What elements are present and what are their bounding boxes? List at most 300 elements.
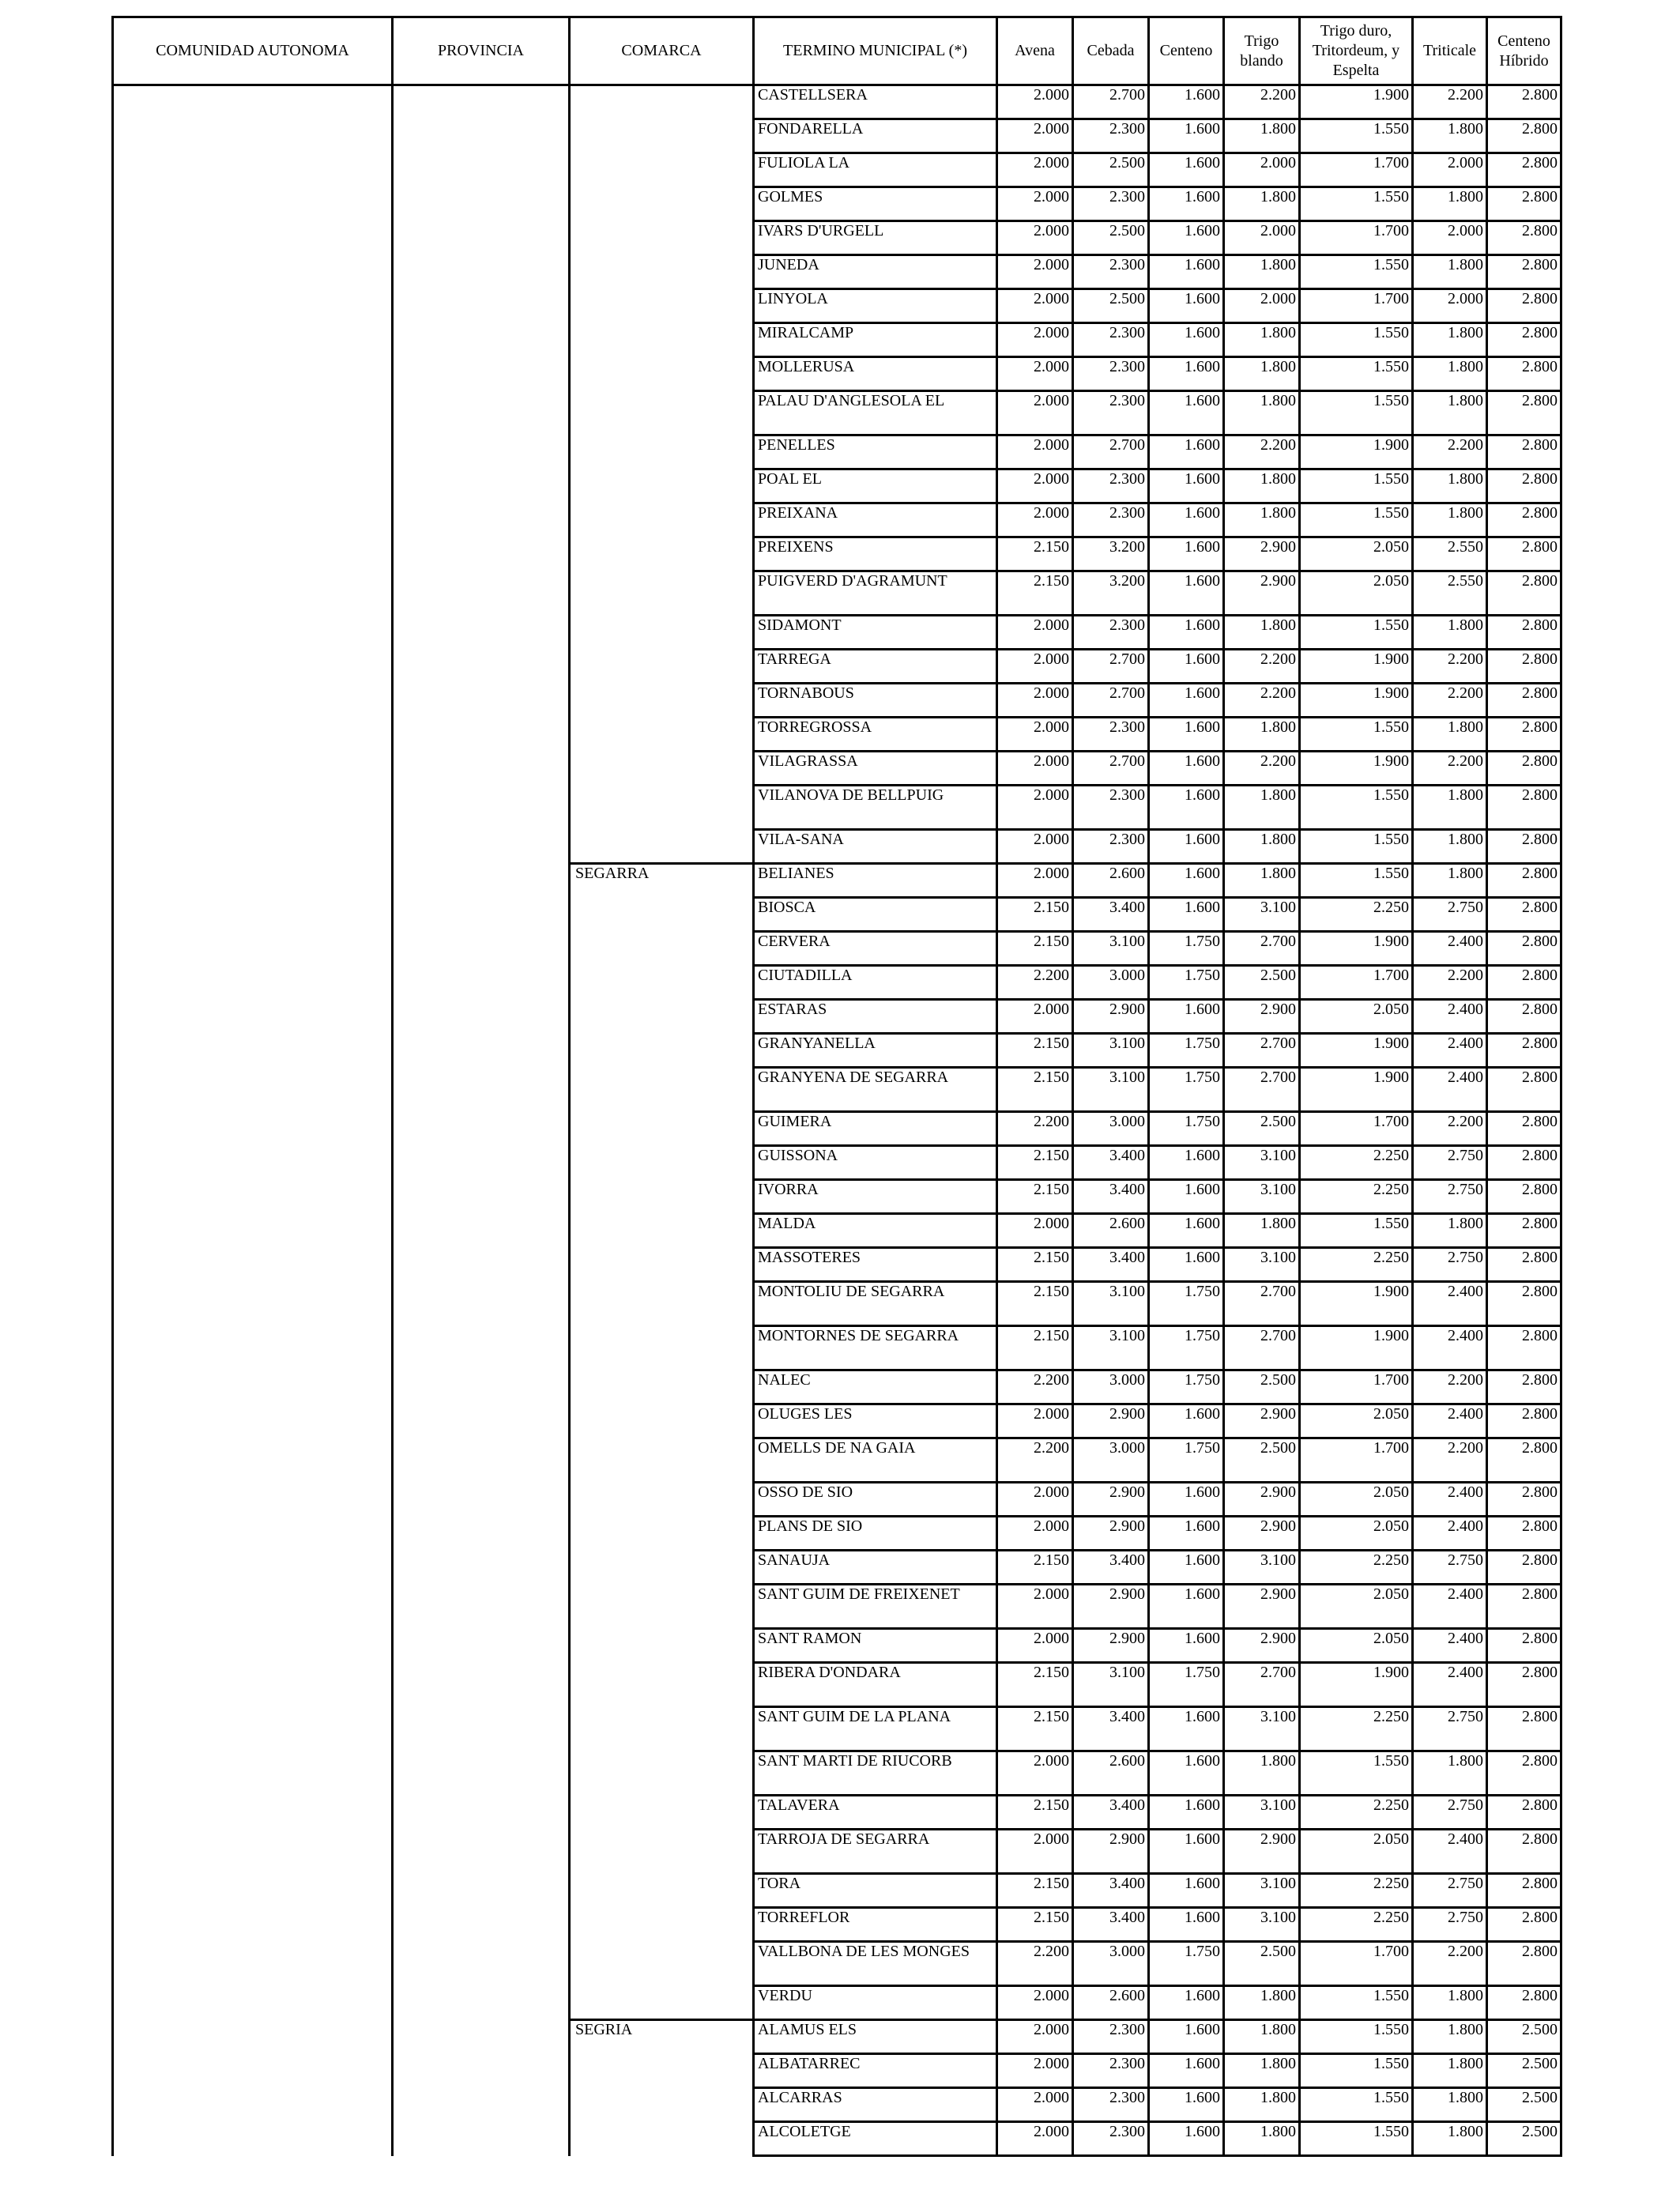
value-trigo-blando: 2.900 (1224, 537, 1300, 571)
value-triticale: 2.400 (1413, 1517, 1487, 1551)
table-row (113, 1942, 1561, 1986)
value-centeno-hibrido: 2.800 (1487, 1282, 1561, 1326)
value-triticale: 1.800 (1413, 469, 1487, 503)
value-triticale: 2.400 (1413, 1663, 1487, 1707)
municipio-cell: VILANOVA DE BELLPUIG (754, 786, 997, 830)
value-triticale: 2.400 (1413, 1034, 1487, 1068)
provincia-cell (393, 1326, 570, 1370)
comarca-cell (570, 1629, 754, 1663)
table-row (113, 503, 1561, 537)
table-row (113, 1248, 1561, 1282)
value-centeno-hibrido: 2.800 (1487, 1180, 1561, 1214)
value-trigo-blando: 2.700 (1224, 932, 1300, 966)
value-trigo-duro: 1.550 (1300, 503, 1413, 537)
comunidad-cell (113, 323, 393, 357)
municipio-cell: ALBATARREC (754, 2054, 997, 2088)
value-centeno: 1.600 (1149, 289, 1224, 323)
value-avena: 2.000 (997, 119, 1073, 153)
value-cebada: 3.400 (1073, 1248, 1149, 1282)
comarca-cell (570, 1483, 754, 1517)
table-row (113, 1663, 1561, 1707)
provincia-cell (393, 1404, 570, 1438)
provincia-cell (393, 1034, 570, 1068)
comunidad-cell (113, 85, 393, 119)
comunidad-cell (113, 255, 393, 289)
value-centeno-hibrido: 2.800 (1487, 1663, 1561, 1707)
municipio-cell: ESTARAS (754, 1000, 997, 1034)
value-cebada: 3.100 (1073, 1034, 1149, 1068)
table-row (113, 2054, 1561, 2088)
comarca-cell (570, 391, 754, 435)
value-trigo-duro: 2.250 (1300, 1146, 1413, 1180)
municipio-cell: RIBERA D'ONDARA (754, 1663, 997, 1707)
value-trigo-blando: 1.800 (1224, 1751, 1300, 1796)
value-centeno-hibrido: 2.500 (1487, 2020, 1561, 2054)
value-centeno: 1.600 (1149, 1796, 1224, 1830)
municipio-cell: MONTOLIU DE SEGARRA (754, 1282, 997, 1326)
municipio-cell: SANT MARTI DE RIUCORB (754, 1751, 997, 1796)
table-row (113, 537, 1561, 571)
provincia-cell (393, 2020, 570, 2054)
value-trigo-blando: 2.700 (1224, 1282, 1300, 1326)
value-triticale: 2.750 (1413, 1908, 1487, 1942)
value-cebada: 2.900 (1073, 1585, 1149, 1629)
value-centeno: 1.600 (1149, 1986, 1224, 2020)
value-cebada: 2.500 (1073, 289, 1149, 323)
value-avena: 2.000 (997, 2020, 1073, 2054)
value-centeno: 1.600 (1149, 1874, 1224, 1908)
value-centeno: 1.600 (1149, 1908, 1224, 1942)
value-trigo-blando: 2.900 (1224, 1585, 1300, 1629)
value-triticale: 2.400 (1413, 1326, 1487, 1370)
value-centeno: 1.600 (1149, 1751, 1224, 1796)
value-centeno-hibrido: 2.800 (1487, 503, 1561, 537)
value-avena: 2.000 (997, 323, 1073, 357)
value-centeno: 1.600 (1149, 323, 1224, 357)
value-trigo-duro: 2.050 (1300, 1404, 1413, 1438)
value-triticale: 1.800 (1413, 255, 1487, 289)
value-avena: 2.000 (997, 1214, 1073, 1248)
comunidad-cell (113, 2088, 393, 2122)
value-avena: 2.000 (997, 1517, 1073, 1551)
comarca-cell (570, 2054, 754, 2088)
value-centeno: 1.600 (1149, 2054, 1224, 2088)
table-body (113, 85, 1561, 2156)
comarca-cell (570, 752, 754, 786)
value-triticale: 1.800 (1413, 830, 1487, 864)
table-row (113, 2088, 1561, 2122)
value-triticale: 2.400 (1413, 932, 1487, 966)
value-trigo-blando: 3.100 (1224, 1551, 1300, 1585)
value-cebada: 3.400 (1073, 898, 1149, 932)
value-centeno: 1.600 (1149, 119, 1224, 153)
value-trigo-duro: 1.550 (1300, 1986, 1413, 2020)
value-avena: 2.000 (997, 2122, 1073, 2156)
value-cebada: 3.400 (1073, 1707, 1149, 1751)
value-trigo-blando: 2.700 (1224, 1663, 1300, 1707)
value-trigo-duro: 1.550 (1300, 718, 1413, 752)
table-row (113, 289, 1561, 323)
comarca-cell (570, 786, 754, 830)
table-row (113, 718, 1561, 752)
comarca-cell (570, 255, 754, 289)
value-centeno: 1.600 (1149, 864, 1224, 898)
value-avena: 2.000 (997, 391, 1073, 435)
table-row (113, 1585, 1561, 1629)
provincia-cell (393, 1874, 570, 1908)
value-trigo-blando: 1.800 (1224, 830, 1300, 864)
value-cebada: 2.600 (1073, 1214, 1149, 1248)
municipio-cell: VERDU (754, 1986, 997, 2020)
value-trigo-duro: 2.250 (1300, 1551, 1413, 1585)
value-triticale: 2.400 (1413, 1585, 1487, 1629)
value-avena: 2.000 (997, 1483, 1073, 1517)
value-centeno: 1.600 (1149, 153, 1224, 187)
comarca-cell (570, 1796, 754, 1830)
comunidad-cell (113, 2122, 393, 2156)
value-avena: 2.000 (997, 752, 1073, 786)
value-triticale: 2.400 (1413, 1483, 1487, 1517)
value-trigo-duro: 1.550 (1300, 391, 1413, 435)
value-cebada: 3.400 (1073, 1908, 1149, 1942)
comarca-cell (570, 1751, 754, 1796)
value-centeno: 1.750 (1149, 1034, 1224, 1068)
value-trigo-duro: 1.900 (1300, 435, 1413, 469)
value-centeno-hibrido: 2.800 (1487, 786, 1561, 830)
value-avena: 2.000 (997, 2088, 1073, 2122)
value-centeno: 1.600 (1149, 537, 1224, 571)
municipio-cell: MONTORNES DE SEGARRA (754, 1326, 997, 1370)
provincia-cell (393, 1551, 570, 1585)
municipio-cell: SANAUJA (754, 1551, 997, 1585)
table-row (113, 684, 1561, 718)
value-avena: 2.150 (997, 1282, 1073, 1326)
municipio-cell: GRANYENA DE SEGARRA (754, 1068, 997, 1112)
value-trigo-duro: 2.050 (1300, 1585, 1413, 1629)
provincia-cell (393, 966, 570, 1000)
provincia-cell (393, 898, 570, 932)
value-cebada: 2.300 (1073, 469, 1149, 503)
value-centeno-hibrido: 2.800 (1487, 616, 1561, 650)
provincia-cell (393, 1000, 570, 1034)
comunidad-cell (113, 119, 393, 153)
value-triticale: 2.200 (1413, 435, 1487, 469)
value-centeno: 1.600 (1149, 684, 1224, 718)
value-triticale: 1.800 (1413, 1214, 1487, 1248)
comunidad-cell (113, 1370, 393, 1404)
value-trigo-blando: 1.800 (1224, 786, 1300, 830)
table-row (113, 1707, 1561, 1751)
value-centeno: 1.750 (1149, 932, 1224, 966)
value-trigo-blando: 2.900 (1224, 1830, 1300, 1874)
value-centeno: 1.600 (1149, 1830, 1224, 1874)
value-trigo-blando: 2.500 (1224, 1942, 1300, 1986)
value-trigo-blando: 1.800 (1224, 469, 1300, 503)
value-avena: 2.000 (997, 85, 1073, 119)
comunidad-cell (113, 1282, 393, 1326)
value-centeno: 1.600 (1149, 786, 1224, 830)
value-avena: 2.150 (997, 537, 1073, 571)
value-avena: 2.000 (997, 864, 1073, 898)
value-trigo-duro: 1.550 (1300, 1751, 1413, 1796)
value-trigo-blando: 1.800 (1224, 255, 1300, 289)
value-avena: 2.000 (997, 1629, 1073, 1663)
value-avena: 2.000 (997, 153, 1073, 187)
value-trigo-duro: 1.550 (1300, 1214, 1413, 1248)
value-triticale: 1.800 (1413, 616, 1487, 650)
value-centeno-hibrido: 2.800 (1487, 684, 1561, 718)
value-centeno-hibrido: 2.800 (1487, 391, 1561, 435)
value-trigo-duro: 1.550 (1300, 616, 1413, 650)
comunidad-cell (113, 469, 393, 503)
comunidad-cell (113, 1000, 393, 1034)
provincia-cell (393, 1146, 570, 1180)
value-avena: 2.150 (997, 1707, 1073, 1751)
comarca-cell (570, 537, 754, 571)
value-trigo-duro: 1.550 (1300, 2122, 1413, 2156)
table-row (113, 1517, 1561, 1551)
value-centeno: 1.600 (1149, 357, 1224, 391)
value-trigo-blando: 2.900 (1224, 1483, 1300, 1517)
value-cebada: 3.100 (1073, 1326, 1149, 1370)
value-trigo-blando: 2.500 (1224, 1438, 1300, 1483)
comunidad-cell (113, 1986, 393, 2020)
value-centeno-hibrido: 2.800 (1487, 1146, 1561, 1180)
comarca-cell (570, 85, 754, 119)
value-avena: 2.150 (997, 1551, 1073, 1585)
comarca-cell (570, 1326, 754, 1370)
provincia-cell (393, 1796, 570, 1830)
value-centeno: 1.600 (1149, 1146, 1224, 1180)
provincia-cell (393, 650, 570, 684)
value-trigo-blando: 1.800 (1224, 2122, 1300, 2156)
value-centeno: 1.600 (1149, 1404, 1224, 1438)
value-cebada: 3.200 (1073, 537, 1149, 571)
header-cebada: Cebada (1073, 17, 1149, 85)
value-triticale: 2.400 (1413, 1000, 1487, 1034)
table-row (113, 2122, 1561, 2156)
value-triticale: 2.750 (1413, 1551, 1487, 1585)
value-trigo-duro: 1.700 (1300, 221, 1413, 255)
municipio-cell: SIDAMONT (754, 616, 997, 650)
table-row (113, 1034, 1561, 1068)
value-cebada: 3.100 (1073, 1068, 1149, 1112)
comarca-cell (570, 1034, 754, 1068)
value-centeno: 1.750 (1149, 1370, 1224, 1404)
value-trigo-blando: 1.800 (1224, 1214, 1300, 1248)
value-cebada: 3.100 (1073, 1282, 1149, 1326)
value-centeno-hibrido: 2.800 (1487, 1404, 1561, 1438)
value-trigo-duro: 2.250 (1300, 898, 1413, 932)
value-avena: 2.150 (997, 1146, 1073, 1180)
value-trigo-blando: 2.500 (1224, 1370, 1300, 1404)
value-centeno-hibrido: 2.800 (1487, 718, 1561, 752)
value-trigo-blando: 1.800 (1224, 2054, 1300, 2088)
value-centeno-hibrido: 2.800 (1487, 85, 1561, 119)
value-cebada: 3.400 (1073, 1551, 1149, 1585)
value-centeno: 1.750 (1149, 1068, 1224, 1112)
value-avena: 2.150 (997, 571, 1073, 616)
value-trigo-duro: 2.250 (1300, 1908, 1413, 1942)
municipio-cell: MIRALCAMP (754, 323, 997, 357)
provincia-cell (393, 1517, 570, 1551)
value-centeno: 1.750 (1149, 1438, 1224, 1483)
table-row (113, 1629, 1561, 1663)
provincia-cell (393, 187, 570, 221)
value-centeno: 1.600 (1149, 1248, 1224, 1282)
comarca-cell (570, 2122, 754, 2156)
value-trigo-duro: 1.900 (1300, 650, 1413, 684)
value-centeno: 1.600 (1149, 830, 1224, 864)
value-trigo-blando: 3.100 (1224, 1248, 1300, 1282)
value-centeno: 1.750 (1149, 966, 1224, 1000)
value-avena: 2.150 (997, 1068, 1073, 1112)
yield-table (111, 16, 1562, 2157)
value-cebada: 2.700 (1073, 85, 1149, 119)
value-avena: 2.150 (997, 1908, 1073, 1942)
value-avena: 2.150 (997, 1326, 1073, 1370)
value-cebada: 2.300 (1073, 786, 1149, 830)
value-centeno-hibrido: 2.800 (1487, 1326, 1561, 1370)
table-row (113, 469, 1561, 503)
value-centeno-hibrido: 2.800 (1487, 752, 1561, 786)
table-row (113, 1483, 1561, 1517)
provincia-cell (393, 1370, 570, 1404)
value-trigo-blando: 2.200 (1224, 752, 1300, 786)
value-trigo-duro: 1.700 (1300, 1942, 1413, 1986)
value-avena: 2.200 (997, 1112, 1073, 1146)
municipio-cell: OLUGES LES (754, 1404, 997, 1438)
comunidad-cell (113, 718, 393, 752)
value-avena: 2.000 (997, 1585, 1073, 1629)
table-row (113, 1830, 1561, 1874)
value-trigo-blando: 1.800 (1224, 323, 1300, 357)
value-centeno-hibrido: 2.800 (1487, 187, 1561, 221)
value-trigo-duro: 1.550 (1300, 119, 1413, 153)
value-trigo-duro: 1.700 (1300, 1112, 1413, 1146)
value-avena: 2.000 (997, 357, 1073, 391)
table-row (113, 357, 1561, 391)
table-row (113, 1180, 1561, 1214)
provincia-cell (393, 830, 570, 864)
value-trigo-duro: 1.700 (1300, 1370, 1413, 1404)
value-avena: 2.000 (997, 718, 1073, 752)
value-trigo-duro: 1.700 (1300, 1438, 1413, 1483)
value-avena: 2.000 (997, 1986, 1073, 2020)
provincia-cell (393, 1068, 570, 1112)
value-trigo-duro: 1.700 (1300, 966, 1413, 1000)
value-trigo-blando: 1.800 (1224, 2020, 1300, 2054)
value-avena: 2.000 (997, 2054, 1073, 2088)
value-avena: 2.000 (997, 1404, 1073, 1438)
value-triticale: 2.200 (1413, 1942, 1487, 1986)
value-centeno-hibrido: 2.800 (1487, 469, 1561, 503)
table-row (113, 2020, 1561, 2054)
value-triticale: 2.400 (1413, 1068, 1487, 1112)
value-triticale: 2.550 (1413, 571, 1487, 616)
municipio-cell: SANT GUIM DE LA PLANA (754, 1707, 997, 1751)
comunidad-cell (113, 357, 393, 391)
provincia-cell (393, 1438, 570, 1483)
comarca-cell (570, 1942, 754, 1986)
value-centeno-hibrido: 2.800 (1487, 1370, 1561, 1404)
value-cebada: 3.000 (1073, 1112, 1149, 1146)
value-centeno: 1.600 (1149, 85, 1224, 119)
value-trigo-duro: 1.900 (1300, 932, 1413, 966)
value-cebada: 2.500 (1073, 221, 1149, 255)
value-trigo-duro: 2.250 (1300, 1248, 1413, 1282)
comunidad-cell (113, 187, 393, 221)
value-centeno-hibrido: 2.800 (1487, 1248, 1561, 1282)
value-triticale: 1.800 (1413, 1751, 1487, 1796)
value-triticale: 1.800 (1413, 357, 1487, 391)
value-trigo-duro: 1.550 (1300, 2088, 1413, 2122)
value-centeno: 1.750 (1149, 1942, 1224, 1986)
value-centeno: 1.600 (1149, 1214, 1224, 1248)
value-cebada: 2.900 (1073, 1000, 1149, 1034)
value-centeno-hibrido: 2.800 (1487, 255, 1561, 289)
comunidad-cell (113, 1068, 393, 1112)
value-cebada: 2.900 (1073, 1830, 1149, 1874)
table-row (113, 571, 1561, 616)
municipio-cell: TORREFLOR (754, 1908, 997, 1942)
value-trigo-duro: 1.550 (1300, 786, 1413, 830)
comarca-cell (570, 1517, 754, 1551)
value-centeno: 1.600 (1149, 187, 1224, 221)
provincia-cell (393, 221, 570, 255)
comunidad-cell (113, 503, 393, 537)
value-trigo-duro: 1.550 (1300, 469, 1413, 503)
comunidad-cell (113, 1908, 393, 1942)
value-triticale: 2.000 (1413, 153, 1487, 187)
value-centeno: 1.600 (1149, 2020, 1224, 2054)
comarca-cell (570, 1214, 754, 1248)
value-triticale: 2.200 (1413, 1370, 1487, 1404)
value-trigo-blando: 2.000 (1224, 289, 1300, 323)
comarca-cell (570, 2088, 754, 2122)
value-centeno-hibrido: 2.800 (1487, 289, 1561, 323)
municipio-cell: TORREGROSSA (754, 718, 997, 752)
value-trigo-blando: 2.900 (1224, 571, 1300, 616)
header-avena: Avena (997, 17, 1073, 85)
value-trigo-blando: 2.200 (1224, 85, 1300, 119)
value-cebada: 2.300 (1073, 2054, 1149, 2088)
value-avena: 2.200 (997, 1370, 1073, 1404)
value-centeno: 1.600 (1149, 650, 1224, 684)
comarca-cell (570, 1908, 754, 1942)
value-triticale: 2.000 (1413, 221, 1487, 255)
comarca-cell (570, 1986, 754, 2020)
value-trigo-blando: 1.800 (1224, 391, 1300, 435)
value-trigo-blando: 1.800 (1224, 2088, 1300, 2122)
table-row (113, 898, 1561, 932)
provincia-cell (393, 616, 570, 650)
value-trigo-duro: 1.900 (1300, 1326, 1413, 1370)
value-trigo-duro: 1.900 (1300, 1282, 1413, 1326)
municipio-cell: PALAU D'ANGLESOLA EL (754, 391, 997, 435)
value-cebada: 2.300 (1073, 357, 1149, 391)
value-centeno: 1.600 (1149, 1517, 1224, 1551)
value-avena: 2.000 (997, 187, 1073, 221)
comarca-cell (570, 153, 754, 187)
municipio-cell: ALCARRAS (754, 2088, 997, 2122)
table-row (113, 85, 1561, 119)
value-cebada: 2.300 (1073, 391, 1149, 435)
value-triticale: 2.750 (1413, 1796, 1487, 1830)
value-avena: 2.000 (997, 786, 1073, 830)
value-trigo-blando: 1.800 (1224, 616, 1300, 650)
value-avena: 2.000 (997, 289, 1073, 323)
